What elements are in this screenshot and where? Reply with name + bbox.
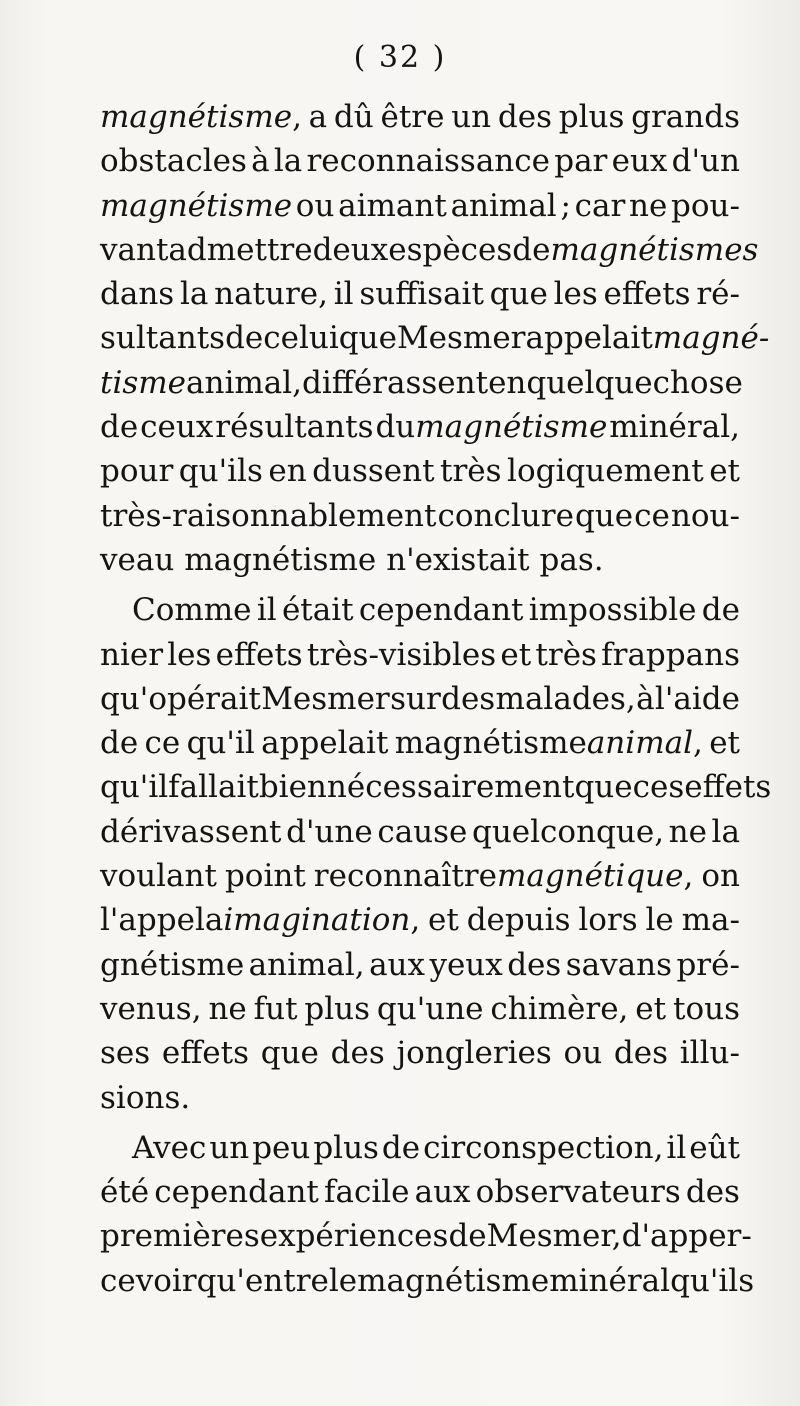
- word: la: [179, 276, 209, 313]
- word: circonspection,: [423, 1129, 664, 1166]
- word: sions.: [100, 1079, 191, 1116]
- word: magnétismeanimal,: [394, 725, 703, 762]
- word: aux: [414, 1174, 471, 1211]
- word: pas.: [539, 541, 604, 578]
- word: que: [338, 320, 397, 357]
- page-number: ( 32 ): [353, 40, 447, 75]
- text-line: [100, 810, 740, 854]
- text-line: [100, 494, 740, 538]
- word: et: [709, 453, 740, 490]
- word: qu'il: [186, 725, 255, 762]
- word: reconnaissance: [306, 143, 550, 180]
- word: l'appelaimagination,: [100, 902, 421, 939]
- word: dussent: [312, 453, 435, 490]
- word: et: [500, 636, 532, 673]
- word: le: [645, 902, 674, 939]
- text-line: [100, 1170, 740, 1214]
- word: il: [666, 1129, 687, 1166]
- word: la: [273, 143, 303, 180]
- word: ;: [560, 187, 571, 224]
- word: cause: [377, 813, 468, 850]
- word: Comme: [132, 592, 252, 629]
- word: voulant: [100, 858, 217, 895]
- word: appelaitmagné-: [525, 320, 770, 357]
- text-line: [100, 677, 740, 721]
- word: lors: [578, 902, 638, 939]
- body-text: [100, 95, 772, 1303]
- word: quelconque,: [471, 813, 665, 850]
- word: obstacles: [100, 143, 247, 180]
- word: qu'une: [376, 990, 484, 1027]
- word: d'un: [671, 143, 740, 180]
- text-line: [100, 943, 740, 987]
- text-line: [100, 449, 740, 493]
- word: ses: [100, 1035, 151, 1072]
- word: a: [308, 99, 328, 135]
- word: et: [428, 902, 459, 939]
- word: savans: [565, 946, 673, 983]
- word: plus: [304, 990, 371, 1027]
- word: d'une: [286, 813, 373, 850]
- word: minéral,: [609, 409, 740, 446]
- word: gnétisme: [100, 946, 245, 983]
- word: la: [711, 813, 740, 850]
- word: chimère,: [490, 990, 629, 1027]
- text-line: [100, 272, 740, 316]
- word: nou-: [670, 497, 740, 534]
- word: ré-: [696, 276, 740, 313]
- word: plus: [313, 1129, 379, 1166]
- word: n'existait: [386, 541, 530, 578]
- word: de: [448, 1218, 487, 1255]
- text-line: [100, 1259, 755, 1303]
- paragraph: [100, 95, 770, 582]
- word: ou: [295, 187, 335, 224]
- text-line: [100, 987, 740, 1031]
- word: les: [553, 276, 598, 313]
- text-line: [100, 854, 740, 898]
- word: ces: [632, 769, 685, 806]
- word: en: [268, 453, 307, 490]
- word: grands: [631, 99, 740, 135]
- word: des: [330, 1035, 385, 1072]
- word: il: [256, 592, 277, 629]
- word: qu'entre: [196, 1262, 329, 1299]
- word: malades,: [495, 680, 636, 717]
- word: fallait: [168, 769, 259, 806]
- word: appelait: [261, 725, 389, 762]
- word: qu'il: [100, 769, 169, 806]
- word: ne: [668, 813, 707, 850]
- word: que: [574, 497, 634, 534]
- word: Mesmer: [396, 320, 526, 357]
- word: ne: [208, 990, 247, 1027]
- word: dû: [333, 99, 374, 135]
- word: magnétisme,: [100, 99, 302, 135]
- word: effets: [684, 769, 772, 806]
- word: demagnétismes: [512, 231, 759, 268]
- word: des: [497, 99, 552, 135]
- word: observateurs: [475, 1174, 681, 1211]
- word: sultants: [100, 320, 226, 357]
- word: reconnaîtremagnétique,: [313, 858, 694, 895]
- word: Avec: [132, 1129, 207, 1166]
- word: yeux: [429, 946, 503, 983]
- text-line: [100, 538, 740, 582]
- text-line: [100, 898, 740, 942]
- word: il: [333, 276, 354, 313]
- word: à: [251, 143, 270, 180]
- word: Mesmer,: [486, 1218, 622, 1255]
- word: en: [488, 364, 527, 401]
- word: cevoir: [100, 1262, 197, 1299]
- word: vant: [100, 231, 169, 268]
- text-line: [100, 316, 770, 360]
- word: eux: [611, 143, 668, 180]
- text-line: [100, 361, 743, 405]
- text-line: [100, 721, 740, 765]
- word: sur: [390, 680, 441, 717]
- word: un: [209, 1129, 250, 1166]
- word: d'apper-: [621, 1218, 752, 1255]
- word: minéral: [549, 1262, 671, 1299]
- word: nécessairement: [326, 769, 575, 806]
- word: illu-: [679, 1035, 740, 1072]
- text-line: [100, 633, 740, 677]
- word: admettre: [168, 231, 313, 268]
- word: animal,: [186, 364, 303, 401]
- word: très: [440, 453, 502, 490]
- word: différassent: [302, 364, 489, 401]
- word: dans: [100, 276, 175, 313]
- word: dérivassent: [100, 813, 282, 850]
- word: être: [380, 99, 445, 135]
- word: de: [381, 1129, 421, 1166]
- text-line: [100, 1076, 740, 1120]
- word: nature,: [214, 276, 328, 313]
- word: pour: [100, 453, 174, 490]
- word: très-raisonnablement: [100, 497, 437, 534]
- word: ceux: [140, 409, 214, 446]
- word: effets: [161, 1035, 249, 1072]
- word: pou-: [671, 187, 740, 224]
- word: qu'ils: [178, 453, 263, 490]
- word: nier: [100, 636, 164, 673]
- text-line: [100, 588, 740, 632]
- word: cependant: [358, 592, 524, 629]
- word: Mesmer: [261, 680, 390, 717]
- word: bien: [258, 769, 327, 806]
- word: des: [613, 1035, 669, 1072]
- word: très: [535, 636, 597, 673]
- word: et: [709, 725, 740, 762]
- word: un: [451, 99, 492, 135]
- word: très-visibles: [306, 636, 497, 673]
- word: était: [281, 592, 354, 629]
- word: par: [554, 143, 608, 180]
- word: aux: [369, 946, 426, 983]
- word: magnétisme: [357, 1262, 550, 1299]
- word: tisme: [100, 364, 187, 401]
- word: celui: [263, 320, 339, 357]
- word: premières: [100, 1218, 260, 1255]
- word: ce: [634, 497, 670, 534]
- word: qu'ils: [670, 1262, 755, 1299]
- word: eût: [689, 1129, 740, 1166]
- word: aimant: [338, 187, 447, 224]
- paragraph: [100, 588, 772, 1120]
- paragraph: [100, 1126, 755, 1303]
- word: venus,: [100, 990, 202, 1027]
- word: que: [260, 1035, 319, 1072]
- text-line: [100, 1031, 740, 1075]
- word: ma-: [681, 902, 740, 939]
- word: résultants: [215, 409, 374, 446]
- text-line: [100, 228, 759, 272]
- word: dumagnétisme: [375, 409, 608, 446]
- text-line: [100, 405, 740, 449]
- word: impossible: [528, 592, 697, 629]
- word: peu: [252, 1129, 311, 1166]
- text-line: [100, 765, 772, 809]
- text-line: [100, 1126, 740, 1170]
- word: magnétisme: [100, 187, 293, 224]
- word: de: [100, 725, 139, 762]
- word: à: [636, 680, 655, 717]
- word: logiquement: [507, 453, 704, 490]
- text-line: [100, 139, 740, 183]
- word: tous: [672, 990, 740, 1027]
- word: cependant: [154, 1174, 319, 1211]
- word: ne: [629, 187, 668, 224]
- text-line: [100, 1214, 752, 1258]
- word: que: [489, 276, 548, 313]
- word: l'aide: [654, 680, 740, 717]
- word: on: [701, 858, 740, 895]
- word: animal: [450, 187, 557, 224]
- word: ce: [144, 725, 181, 762]
- word: facile: [324, 1174, 410, 1211]
- word: magnétisme: [184, 541, 377, 578]
- text-line: [100, 184, 740, 228]
- word: espèces: [388, 231, 513, 268]
- word: le: [328, 1262, 358, 1299]
- word: car: [574, 187, 626, 224]
- word: effets: [603, 276, 691, 313]
- word: été: [100, 1174, 150, 1211]
- word: ou: [563, 1035, 603, 1072]
- word: les: [167, 636, 212, 673]
- word: des: [441, 680, 496, 717]
- word: veau: [100, 541, 175, 578]
- word: quelque: [526, 364, 653, 401]
- word: conclure: [437, 497, 574, 534]
- word: qu'opérait: [100, 680, 261, 717]
- word: de: [225, 320, 264, 357]
- word: des: [685, 1174, 740, 1211]
- word: animal,: [248, 946, 365, 983]
- word: point: [224, 858, 306, 895]
- word: depuis: [466, 902, 571, 939]
- word: suffisait: [359, 276, 484, 313]
- word: fut: [253, 990, 298, 1027]
- word: de: [701, 592, 740, 629]
- word: expériences: [259, 1218, 449, 1255]
- text-line: [100, 95, 740, 139]
- word: des: [507, 946, 562, 983]
- word: frappans: [601, 636, 740, 673]
- word: deux: [312, 231, 389, 268]
- word: plus: [558, 99, 625, 135]
- word: effets: [215, 636, 303, 673]
- word: jongleries: [396, 1035, 552, 1072]
- word: de: [100, 409, 139, 446]
- word: chose: [652, 364, 743, 401]
- word: pré-: [676, 946, 740, 983]
- word: que: [574, 769, 633, 806]
- word: et: [635, 990, 667, 1027]
